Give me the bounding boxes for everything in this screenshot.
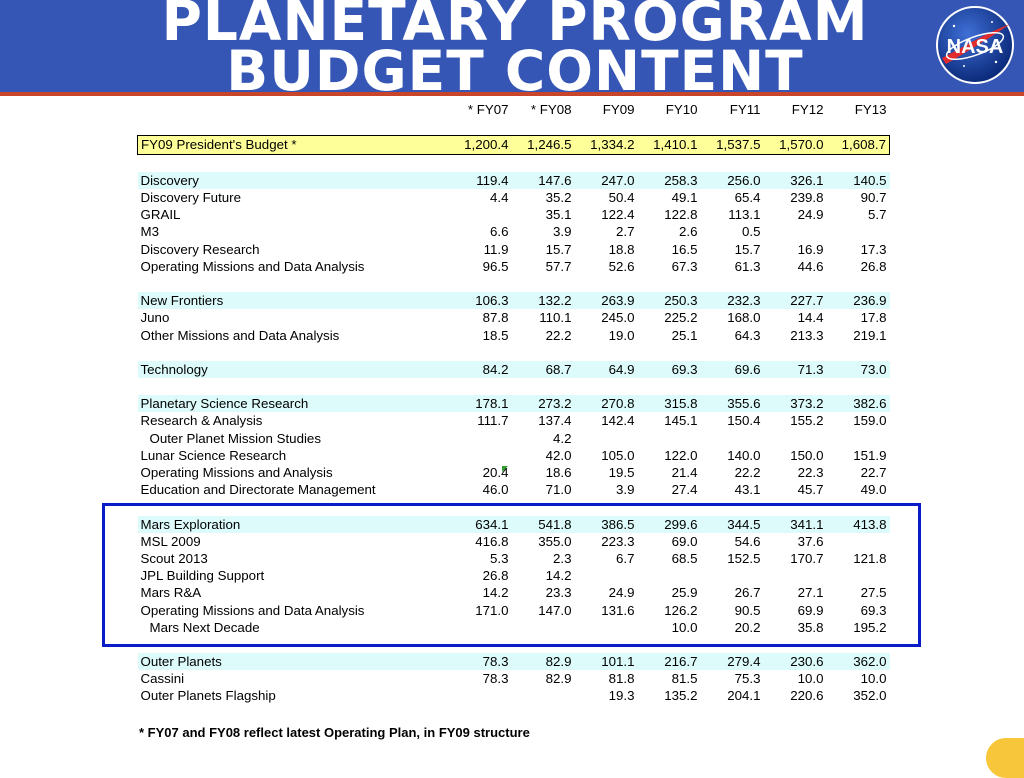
table-cell: 204.1: [727, 688, 761, 704]
table-cell: 26.7: [734, 585, 761, 601]
table-cell: 273.2: [512, 395, 575, 412]
table-cell: 67.3: [671, 258, 698, 274]
table-cell: 341.1: [764, 516, 827, 533]
table-cell: 122.0: [664, 447, 698, 463]
table-cell: 113.1: [728, 207, 761, 223]
table-cell: 42.0: [545, 447, 572, 463]
table-cell: 126.2: [664, 602, 698, 618]
table-cell: 145.1: [664, 413, 698, 429]
table-cell: 159.0: [853, 413, 887, 429]
table-cell: 35.8: [797, 619, 824, 635]
spacer-row: [138, 378, 890, 395]
table-cell: 75.3: [734, 671, 761, 687]
table-cell: 65.4: [734, 190, 761, 206]
table-cell: 147.6: [512, 172, 575, 189]
table-cell: 49.0: [860, 482, 887, 498]
row-label: Operating Missions and Analysis: [140, 465, 333, 481]
table-cell: 16.5: [671, 241, 698, 257]
table-cell: 220.6: [790, 688, 824, 704]
table-cell: 1,246.5: [512, 136, 575, 154]
table-cell: 270.8: [575, 395, 638, 412]
table-cell: 19.0: [608, 327, 635, 343]
table-cell: 256.0: [701, 172, 764, 189]
table-cell: 315.8: [638, 395, 701, 412]
row-label: Operating Missions and Data Analysis: [140, 258, 365, 274]
row-label: Planetary Science Research: [138, 395, 449, 412]
table-cell: 110.1: [539, 310, 572, 326]
table-cell: 250.3: [638, 292, 701, 309]
table-cell: 18.8: [608, 241, 635, 257]
table-cell: 225.2: [664, 310, 698, 326]
table-cell: 122.4: [601, 207, 635, 223]
table-cell: 1,334.2: [575, 136, 638, 154]
table-cell: 373.2: [764, 395, 827, 412]
table-cell: 3.9: [553, 224, 572, 240]
table-cell: 27.1: [797, 585, 824, 601]
spacer-row: [138, 154, 890, 172]
table-cell: 106.3: [449, 292, 512, 309]
table-cell: 4.2: [553, 430, 572, 446]
table-cell: 26.8: [482, 568, 509, 584]
column-header: * FY07: [467, 102, 509, 118]
table-cell: 258.3: [638, 172, 701, 189]
table-cell: 78.3: [482, 671, 509, 687]
table-cell: 170.7: [790, 550, 824, 566]
table-cell: 171.0: [475, 602, 509, 618]
table-cell: 263.9: [575, 292, 638, 309]
table-cell: 22.7: [860, 465, 887, 481]
table-cell: 2.7: [616, 224, 635, 240]
table-cell: [827, 430, 890, 447]
table-cell: 19.5: [608, 465, 635, 481]
table-row: [138, 687, 890, 704]
table-cell: 69.6: [701, 361, 764, 378]
table-cell: 111.7: [477, 413, 509, 429]
table-cell: 10.0: [797, 671, 824, 687]
table-row: [138, 447, 890, 464]
footnote: * FY07 and FY08 reflect latest Operating Plan, in FY09 structure: [139, 725, 530, 740]
table-cell: 1,200.4: [449, 136, 512, 154]
row-label: Discovery: [138, 172, 449, 189]
table-cell: 21.4: [671, 465, 698, 481]
table-cell: 382.6: [827, 395, 890, 412]
table-cell: 213.3: [790, 327, 824, 343]
table-cell: 150.0: [790, 447, 824, 463]
table-cell: 239.8: [790, 190, 824, 206]
table-cell: 155.2: [790, 413, 824, 429]
spacer-row: [138, 344, 890, 361]
table-row: [138, 223, 890, 240]
table-row: [138, 361, 890, 378]
row-label: Mars Exploration: [138, 516, 449, 533]
table-row: [138, 136, 890, 154]
table-cell: 87.8: [482, 310, 509, 326]
table-cell: 216.7: [638, 653, 701, 670]
table-cell: 81.8: [608, 671, 635, 687]
row-label: Operating Missions and Data Analysis: [140, 602, 365, 618]
table-cell: 35.2: [545, 190, 572, 206]
table-row: [138, 653, 890, 670]
table-cell: 137.4: [538, 413, 572, 429]
table-cell: 71.3: [764, 361, 827, 378]
row-label: MSL 2009: [140, 533, 201, 549]
table-cell: 22.3: [797, 465, 824, 481]
table-cell: 236.9: [827, 292, 890, 309]
table-cell: 84.2: [449, 361, 512, 378]
table-cell: 69.0: [671, 533, 698, 549]
row-label: Discovery Research: [140, 241, 260, 257]
table-cell: 178.1: [449, 395, 512, 412]
table-cell: 73.0: [827, 361, 890, 378]
table-cell: [764, 430, 827, 447]
table-cell: 245.0: [601, 310, 635, 326]
table-cell: 22.2: [734, 465, 761, 481]
table-cell: [575, 430, 638, 447]
row-label: Juno: [140, 310, 170, 326]
table-cell: 219.1: [853, 327, 887, 343]
table-cell: 57.7: [545, 258, 572, 274]
table-cell: [449, 447, 512, 464]
table-cell: 152.5: [727, 550, 761, 566]
table-cell: 18.6: [545, 465, 572, 481]
row-label: M3: [140, 224, 159, 240]
table-cell: 81.5: [671, 671, 698, 687]
table-cell: 227.7: [764, 292, 827, 309]
table-cell: 105.0: [601, 447, 635, 463]
table-cell: 326.1: [764, 172, 827, 189]
table-cell: 247.0: [575, 172, 638, 189]
table-cell: 14.4: [797, 310, 824, 326]
table-row: [138, 464, 890, 481]
row-label: GRAIL: [140, 207, 181, 223]
table-cell: 352.0: [853, 688, 887, 704]
page-title-line1: PLANETARY PROGRAM: [161, 0, 869, 53]
table-cell: 344.5: [701, 516, 764, 533]
table-cell: 119.4: [449, 172, 512, 189]
table-row: [138, 172, 890, 189]
table-cell: 20.2: [734, 619, 761, 635]
table-cell: 46.0: [482, 482, 509, 498]
row-label: Education and Directorate Management: [140, 482, 376, 498]
table-cell: 69.9: [797, 602, 824, 618]
table-cell: 140.0: [727, 447, 761, 463]
table-cell: 71.0: [545, 482, 572, 498]
table-cell: 634.1: [449, 516, 512, 533]
table-cell: [449, 430, 512, 447]
table-cell: 78.3: [449, 653, 512, 670]
table-cell: 54.6: [734, 533, 761, 549]
table-cell: 17.3: [860, 241, 887, 257]
spacer-row: [138, 118, 890, 136]
table-row: [138, 412, 890, 429]
table-cell: 90.7: [860, 190, 887, 206]
table-cell: 135.2: [664, 688, 698, 704]
table-cell: 45.7: [797, 482, 824, 498]
table-cell: 6.6: [490, 224, 509, 240]
table-row: [138, 481, 890, 498]
table-cell: [827, 223, 890, 240]
table-row: [138, 206, 890, 223]
row-label: Outer Planet Mission Studies: [149, 430, 321, 446]
table-row: [138, 258, 890, 275]
table-cell: 131.6: [601, 602, 635, 618]
table-cell: 52.6: [608, 258, 635, 274]
mars-exploration-highlight-box: [102, 503, 921, 647]
table-cell: 25.9: [671, 585, 698, 601]
table-cell: 17.8: [860, 310, 887, 326]
spacer-row: [138, 275, 890, 292]
row-label: Lunar Science Research: [140, 447, 287, 463]
row-label: Outer Planets: [138, 653, 449, 670]
table-cell: 140.5: [827, 172, 890, 189]
table-cell: 19.3: [608, 688, 635, 704]
table-cell: 299.6: [638, 516, 701, 533]
table-cell: 1,608.7: [827, 136, 890, 154]
table-cell: 15.7: [734, 241, 761, 257]
table-cell: [449, 687, 512, 704]
row-label: New Frontiers: [138, 292, 449, 309]
table-cell: 223.3: [601, 533, 635, 549]
table-cell: 35.1: [545, 207, 572, 223]
table-cell: 279.4: [701, 653, 764, 670]
column-header: FY09: [602, 102, 635, 118]
column-header-label: [138, 101, 449, 118]
page-title-line2: BUDGET CONTENT: [226, 39, 804, 103]
column-header: * FY08: [530, 102, 572, 118]
table-cell: 142.4: [601, 413, 635, 429]
table-row: [138, 241, 890, 258]
table-cell: [701, 430, 764, 447]
table-cell: 27.4: [671, 482, 698, 498]
table-cell: [512, 687, 575, 704]
table-cell: 18.5: [482, 327, 509, 343]
nasa-logo: [934, 4, 1016, 86]
table-cell: 10.0: [860, 671, 887, 687]
table-cell: 14.2: [482, 585, 509, 601]
table-cell: 0.5: [742, 224, 761, 240]
table-cell: 50.4: [608, 190, 635, 206]
table-cell: 27.5: [860, 585, 887, 601]
table-cell: 82.9: [512, 653, 575, 670]
row-label: Outer Planets Flagship: [140, 688, 276, 704]
column-header: FY10: [665, 102, 698, 118]
table-row: [138, 395, 890, 412]
table-cell: 44.6: [797, 258, 824, 274]
table-cell: 121.8: [853, 550, 887, 566]
table-row: [138, 189, 890, 206]
table-row: [138, 326, 890, 343]
table-cell: 132.2: [512, 292, 575, 309]
table-cell: 64.3: [734, 327, 761, 343]
table-cell: 150.4: [727, 413, 761, 429]
table-cell: 24.9: [608, 585, 635, 601]
table-cell: 5.7: [868, 207, 887, 223]
table-cell: 2.6: [679, 224, 698, 240]
table-cell: 49.1: [671, 190, 698, 206]
page-tab: [986, 738, 1024, 778]
table-cell: 362.0: [827, 653, 890, 670]
table-cell: 11.9: [483, 241, 509, 257]
table-cell: 147.0: [538, 602, 572, 618]
table-cell: 6.7: [616, 550, 635, 566]
nasa-logo-text: NASA: [946, 36, 1004, 58]
column-header: FY13: [854, 102, 887, 118]
table-cell: [764, 223, 827, 240]
table-row: [138, 430, 890, 447]
table-cell: 232.3: [701, 292, 764, 309]
table-cell: 4.4: [490, 190, 509, 206]
table-cell: 16.9: [797, 241, 824, 257]
table-cell: 355.0: [538, 533, 572, 549]
table-cell: 122.8: [664, 207, 698, 223]
table-cell: 68.5: [671, 550, 698, 566]
table-cell: 230.6: [764, 653, 827, 670]
table-cell: 22.2: [545, 327, 572, 343]
table-cell: 69.3: [638, 361, 701, 378]
table-cell: 25.1: [671, 327, 698, 343]
table-cell: 43.1: [734, 482, 761, 498]
row-label: FY09 President's Budget *: [138, 136, 449, 154]
table-cell: 541.8: [512, 516, 575, 533]
table-cell: 20.4: [482, 465, 509, 481]
table-cell: [638, 430, 701, 447]
table-cell: 61.3: [734, 258, 761, 274]
table-cell: 101.1: [575, 653, 638, 670]
table-cell: 10.0: [671, 619, 698, 635]
table-cell: 24.9: [797, 207, 824, 223]
table-cell: 14.2: [545, 568, 572, 584]
table-cell: 1,570.0: [764, 136, 827, 154]
row-label: Cassini: [140, 671, 185, 687]
table-cell: 64.9: [575, 361, 638, 378]
row-label: Discovery Future: [140, 190, 241, 206]
table-header-row: [138, 101, 890, 118]
row-label: Mars R&A: [140, 585, 202, 601]
table-cell: 151.9: [853, 447, 887, 463]
table-cell: 195.2: [853, 619, 887, 635]
comment-marker-icon: [502, 466, 508, 472]
table-cell: 413.8: [827, 516, 890, 533]
table-cell: 23.3: [545, 585, 572, 601]
table-cell: 5.3: [490, 550, 509, 566]
table-cell: [449, 206, 512, 223]
table-cell: 1,410.1: [638, 136, 701, 154]
column-header: FY12: [791, 102, 824, 118]
table-row: [138, 309, 890, 326]
table-cell: 1,537.5: [701, 136, 764, 154]
table-cell: 69.3: [860, 602, 887, 618]
table-cell: 68.7: [512, 361, 575, 378]
column-header: FY11: [729, 102, 761, 118]
table-cell: 416.8: [475, 533, 509, 549]
table-cell: 386.5: [575, 516, 638, 533]
row-label: Mars Next Decade: [149, 619, 260, 635]
row-label: JPL Building Support: [140, 568, 265, 584]
table-cell: 355.6: [701, 395, 764, 412]
table-cell: 168.0: [727, 310, 761, 326]
table-cell: 15.7: [545, 241, 572, 257]
table-cell: 3.9: [616, 482, 635, 498]
table-row: [138, 292, 890, 309]
table-cell: 26.8: [860, 258, 887, 274]
table-cell: 90.5: [734, 602, 761, 618]
row-label: Research & Analysis: [140, 413, 263, 429]
table-cell: 82.9: [545, 671, 572, 687]
table-row: [138, 670, 890, 687]
row-label: Other Missions and Data Analysis: [140, 327, 340, 343]
table-cell: 37.6: [797, 533, 824, 549]
row-label: Scout 2013: [140, 550, 208, 566]
table-cell: 96.5: [482, 258, 509, 274]
table-cell: 2.3: [553, 550, 572, 566]
row-label: Technology: [138, 361, 449, 378]
